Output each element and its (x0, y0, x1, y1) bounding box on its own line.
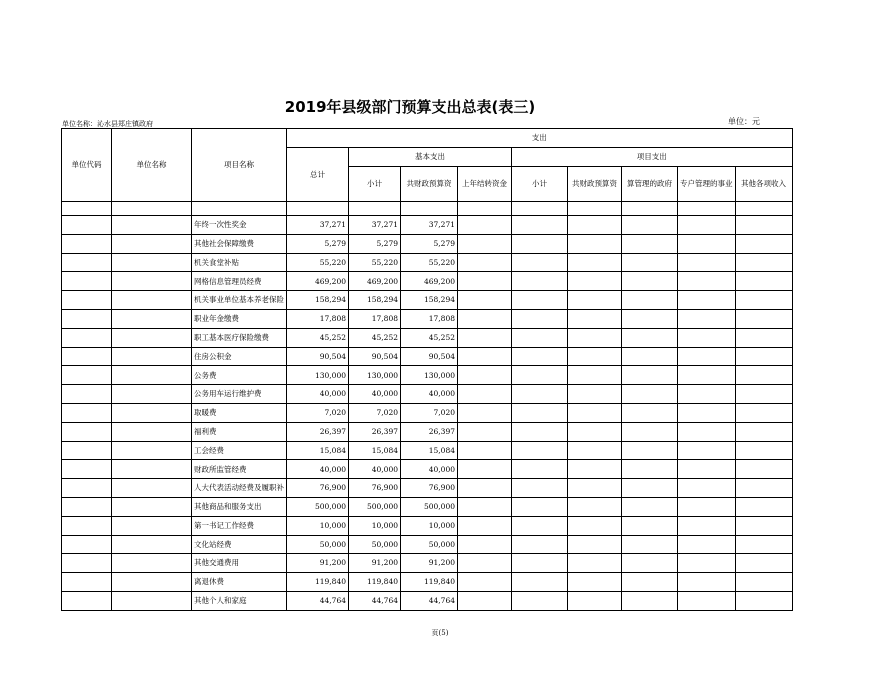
header-project: 项目支出 (512, 148, 793, 167)
unit-code-cell (62, 385, 112, 404)
project-special-cell (678, 460, 736, 479)
project-govfund-cell (622, 385, 678, 404)
project-subtotal-cell (512, 309, 568, 328)
basic-budget-cell: 17,808 (401, 309, 458, 328)
unit-code-cell (62, 291, 112, 310)
basic-subtotal-cell: 500,000 (349, 497, 401, 516)
total-cell: 17,808 (287, 309, 349, 328)
project-govfund-cell (622, 216, 678, 235)
basic-subtotal-cell: 7,020 (349, 403, 401, 422)
project-budget-cell (568, 535, 622, 554)
project-subtotal-cell (512, 479, 568, 498)
basic-budget-cell: 26,397 (401, 422, 458, 441)
unit-name-cell (112, 309, 192, 328)
basic-subtotal-cell: 37,271 (349, 216, 401, 235)
unit-name-cell (112, 272, 192, 291)
basic-budget-cell: 15,084 (401, 441, 458, 460)
unit-name-cell (112, 591, 192, 610)
item-name-cell: 财政所监管经费 (192, 460, 287, 479)
total-cell: 130,000 (287, 366, 349, 385)
project-special-cell (678, 272, 736, 291)
project-budget-cell (568, 309, 622, 328)
header-spacer-row (62, 202, 793, 216)
project-other-cell (735, 309, 792, 328)
header-basic: 基本支出 (349, 148, 512, 167)
project-other-cell (735, 385, 792, 404)
project-govfund-cell (622, 309, 678, 328)
project-other-cell (735, 554, 792, 573)
total-cell: 469,200 (287, 272, 349, 291)
project-special-cell (678, 253, 736, 272)
total-cell: 500,000 (287, 497, 349, 516)
unit-code-cell (62, 497, 112, 516)
total-cell: 50,000 (287, 535, 349, 554)
project-govfund-cell (622, 328, 678, 347)
basic-carryover-cell (458, 591, 512, 610)
table-row (62, 385, 793, 404)
project-special-cell (678, 309, 736, 328)
project-other-cell (735, 535, 792, 554)
project-special-cell (678, 366, 736, 385)
basic-budget-cell: 76,900 (401, 479, 458, 498)
table-row (62, 460, 793, 479)
project-budget-cell (568, 441, 622, 460)
basic-subtotal-cell: 17,808 (349, 309, 401, 328)
total-cell: 5,279 (287, 234, 349, 253)
unit-code-cell (62, 516, 112, 535)
basic-subtotal-cell: 55,220 (349, 253, 401, 272)
project-govfund-cell (622, 403, 678, 422)
project-special-cell (678, 385, 736, 404)
project-subtotal-cell (512, 422, 568, 441)
total-cell: 37,271 (287, 216, 349, 235)
project-govfund-cell (622, 516, 678, 535)
project-subtotal-cell (512, 366, 568, 385)
basic-subtotal-cell: 91,200 (349, 554, 401, 573)
basic-budget-cell: 40,000 (401, 385, 458, 404)
project-govfund-cell (622, 535, 678, 554)
project-govfund-cell (622, 253, 678, 272)
basic-carryover-cell (458, 441, 512, 460)
basic-carryover-cell (458, 347, 512, 366)
header-project-subtotal: 小计 (512, 167, 568, 202)
project-subtotal-cell (512, 554, 568, 573)
basic-subtotal-cell: 15,084 (349, 441, 401, 460)
header-project-budget: 共财政预算资 (568, 167, 622, 202)
item-name-cell: 职工基本医疗保险缴费 (192, 328, 287, 347)
basic-subtotal-cell: 45,252 (349, 328, 401, 347)
basic-carryover-cell (458, 291, 512, 310)
total-cell: 7,020 (287, 403, 349, 422)
project-budget-cell (568, 403, 622, 422)
total-cell: 76,900 (287, 479, 349, 498)
project-other-cell (735, 573, 792, 592)
table-row (62, 516, 793, 535)
unit-code-cell (62, 554, 112, 573)
table-row (62, 403, 793, 422)
table-row (62, 216, 793, 235)
basic-subtotal-cell: 10,000 (349, 516, 401, 535)
item-name-cell: 文化站经费 (192, 535, 287, 554)
project-other-cell (735, 272, 792, 291)
header-project-other: 其他各项收入 (735, 167, 792, 202)
unit-code-cell (62, 422, 112, 441)
item-name-cell: 其他社会保障缴费 (192, 234, 287, 253)
basic-subtotal-cell: 50,000 (349, 535, 401, 554)
basic-subtotal-cell: 44,764 (349, 591, 401, 610)
unit-code-cell (62, 591, 112, 610)
project-budget-cell (568, 272, 622, 291)
project-budget-cell (568, 554, 622, 573)
basic-subtotal-cell: 130,000 (349, 366, 401, 385)
total-cell: 15,084 (287, 441, 349, 460)
unit-name-cell (112, 366, 192, 385)
unit-name-cell (112, 291, 192, 310)
project-subtotal-cell (512, 403, 568, 422)
unit-code-cell (62, 366, 112, 385)
project-special-cell (678, 291, 736, 310)
project-govfund-cell (622, 460, 678, 479)
unit-name-cell (112, 554, 192, 573)
table-row (62, 554, 793, 573)
unit-code-cell (62, 347, 112, 366)
project-other-cell (735, 291, 792, 310)
item-name-cell: 机关事业单位基本养老保险 (192, 291, 287, 310)
unit-code-cell (62, 460, 112, 479)
table-row (62, 291, 793, 310)
total-cell: 45,252 (287, 328, 349, 347)
header-total: 总计 (287, 148, 349, 202)
header-item-name: 项目名称 (192, 129, 287, 202)
item-name-cell: 其他商品和服务支出 (192, 497, 287, 516)
unit-name-cell (112, 479, 192, 498)
project-special-cell (678, 516, 736, 535)
total-cell: 40,000 (287, 460, 349, 479)
unit-name-cell (112, 422, 192, 441)
header-basic-carryover: 上年结转资金 (458, 167, 512, 202)
basic-budget-cell: 55,220 (401, 253, 458, 272)
basic-carryover-cell (458, 516, 512, 535)
table-row (62, 253, 793, 272)
project-budget-cell (568, 591, 622, 610)
project-budget-cell (568, 479, 622, 498)
project-subtotal-cell (512, 441, 568, 460)
basic-carryover-cell (458, 554, 512, 573)
project-govfund-cell (622, 479, 678, 498)
item-name-cell: 其他个人和家庭 (192, 591, 287, 610)
project-govfund-cell (622, 291, 678, 310)
project-special-cell (678, 497, 736, 516)
basic-budget-cell: 5,279 (401, 234, 458, 253)
unit-name-cell (112, 460, 192, 479)
basic-carryover-cell (458, 272, 512, 291)
project-budget-cell (568, 573, 622, 592)
total-cell: 40,000 (287, 385, 349, 404)
project-special-cell (678, 535, 736, 554)
project-govfund-cell (622, 497, 678, 516)
header-expenditure: 支出 (287, 129, 793, 148)
item-name-cell: 工会经费 (192, 441, 287, 460)
basic-budget-cell: 90,504 (401, 347, 458, 366)
basic-subtotal-cell: 469,200 (349, 272, 401, 291)
project-special-cell (678, 234, 736, 253)
project-subtotal-cell (512, 460, 568, 479)
table-row (62, 234, 793, 253)
basic-budget-cell: 91,200 (401, 554, 458, 573)
project-other-cell (735, 497, 792, 516)
project-subtotal-cell (512, 573, 568, 592)
project-other-cell (735, 366, 792, 385)
project-budget-cell (568, 516, 622, 535)
basic-carryover-cell (458, 385, 512, 404)
project-other-cell (735, 422, 792, 441)
project-subtotal-cell (512, 591, 568, 610)
unit-name-label: 单位名称：沁水县郑庄镇政府 (62, 120, 153, 128)
basic-budget-cell: 37,271 (401, 216, 458, 235)
item-name-cell: 职业年金缴费 (192, 309, 287, 328)
item-name-cell: 福利费 (192, 422, 287, 441)
project-special-cell (678, 347, 736, 366)
header-project-govfund: 算管理的政府 (622, 167, 678, 202)
header-project-special: 专户管理的事业 (678, 167, 736, 202)
unit-code-cell (62, 479, 112, 498)
project-govfund-cell (622, 441, 678, 460)
unit-name-cell (112, 535, 192, 554)
header-basic-budget: 共财政预算资 (401, 167, 458, 202)
basic-subtotal-cell: 158,294 (349, 291, 401, 310)
project-govfund-cell (622, 272, 678, 291)
project-subtotal-cell (512, 272, 568, 291)
unit-code-cell (62, 328, 112, 347)
header-unit-code: 单位代码 (62, 129, 112, 202)
project-other-cell (735, 347, 792, 366)
project-subtotal-cell (512, 535, 568, 554)
basic-subtotal-cell: 5,279 (349, 234, 401, 253)
project-budget-cell (568, 366, 622, 385)
project-subtotal-cell (512, 385, 568, 404)
table-row (62, 347, 793, 366)
project-other-cell (735, 479, 792, 498)
unit-code-cell (62, 403, 112, 422)
project-govfund-cell (622, 347, 678, 366)
basic-budget-cell: 10,000 (401, 516, 458, 535)
item-name-cell: 住房公积金 (192, 347, 287, 366)
project-govfund-cell (622, 422, 678, 441)
table-row (62, 328, 793, 347)
project-subtotal-cell (512, 253, 568, 272)
total-cell: 119,840 (287, 573, 349, 592)
basic-budget-cell: 7,020 (401, 403, 458, 422)
unit-name-cell (112, 403, 192, 422)
item-name-cell: 公务费 (192, 366, 287, 385)
project-other-cell (735, 460, 792, 479)
basic-carryover-cell (458, 234, 512, 253)
project-special-cell (678, 328, 736, 347)
table-body (62, 216, 793, 611)
project-special-cell (678, 403, 736, 422)
project-subtotal-cell (512, 328, 568, 347)
header-basic-subtotal: 小计 (349, 167, 401, 202)
project-special-cell (678, 216, 736, 235)
basic-subtotal-cell: 26,397 (349, 422, 401, 441)
basic-carryover-cell (458, 535, 512, 554)
unit-name-cell (112, 441, 192, 460)
project-budget-cell (568, 497, 622, 516)
project-subtotal-cell (512, 516, 568, 535)
basic-subtotal-cell: 40,000 (349, 385, 401, 404)
project-other-cell (735, 441, 792, 460)
basic-budget-cell: 500,000 (401, 497, 458, 516)
project-govfund-cell (622, 591, 678, 610)
basic-budget-cell: 44,764 (401, 591, 458, 610)
project-subtotal-cell (512, 347, 568, 366)
basic-subtotal-cell: 40,000 (349, 460, 401, 479)
table-row (62, 309, 793, 328)
project-govfund-cell (622, 573, 678, 592)
project-special-cell (678, 573, 736, 592)
unit-name-cell (112, 234, 192, 253)
total-cell: 10,000 (287, 516, 349, 535)
table-row (62, 497, 793, 516)
header-unit-name: 单位名称 (112, 129, 192, 202)
basic-budget-cell: 158,294 (401, 291, 458, 310)
unit-code-cell (62, 216, 112, 235)
table-row (62, 422, 793, 441)
basic-carryover-cell (458, 460, 512, 479)
project-other-cell (735, 403, 792, 422)
basic-carryover-cell (458, 366, 512, 385)
unit-code-cell (62, 573, 112, 592)
unit-code-cell (62, 234, 112, 253)
project-other-cell (735, 591, 792, 610)
project-subtotal-cell (512, 291, 568, 310)
table-row (62, 535, 793, 554)
basic-carryover-cell (458, 497, 512, 516)
project-budget-cell (568, 291, 622, 310)
project-special-cell (678, 422, 736, 441)
basic-budget-cell: 50,000 (401, 535, 458, 554)
project-budget-cell (568, 347, 622, 366)
item-name-cell: 机关食堂补贴 (192, 253, 287, 272)
item-name-cell: 年终一次性奖金 (192, 216, 287, 235)
table-row (62, 272, 793, 291)
unit-name-cell (112, 347, 192, 366)
unit-name-cell (112, 573, 192, 592)
unit-name-cell (112, 516, 192, 535)
item-name-cell: 取暖费 (192, 403, 287, 422)
project-other-cell (735, 216, 792, 235)
basic-budget-cell: 130,000 (401, 366, 458, 385)
item-name-cell: 公务用车运行维护费 (192, 385, 287, 404)
unit-name-cell (112, 385, 192, 404)
project-budget-cell (568, 385, 622, 404)
item-name-cell: 人大代表活动经费及履职补 (192, 479, 287, 498)
project-budget-cell (568, 216, 622, 235)
budget-table (61, 128, 793, 611)
basic-budget-cell: 40,000 (401, 460, 458, 479)
basic-subtotal-cell: 90,504 (349, 347, 401, 366)
basic-carryover-cell (458, 309, 512, 328)
unit-name-cell (112, 216, 192, 235)
project-other-cell (735, 516, 792, 535)
unit-code-cell (62, 535, 112, 554)
basic-carryover-cell (458, 479, 512, 498)
unit-label: 单位：元 (728, 117, 760, 126)
basic-subtotal-cell: 119,840 (349, 573, 401, 592)
total-cell: 91,200 (287, 554, 349, 573)
item-name-cell: 网格信息管理员经费 (192, 272, 287, 291)
basic-carryover-cell (458, 573, 512, 592)
unit-name-cell (112, 497, 192, 516)
total-cell: 55,220 (287, 253, 349, 272)
project-govfund-cell (622, 366, 678, 385)
project-budget-cell (568, 328, 622, 347)
basic-carryover-cell (458, 253, 512, 272)
table-row (62, 441, 793, 460)
project-subtotal-cell (512, 497, 568, 516)
project-other-cell (735, 328, 792, 347)
unit-code-cell (62, 253, 112, 272)
unit-name-cell (112, 253, 192, 272)
page-title: 2019年县级部门预算支出总表(表三) (284, 98, 536, 116)
basic-carryover-cell (458, 328, 512, 347)
project-subtotal-cell (512, 234, 568, 253)
basic-carryover-cell (458, 422, 512, 441)
project-other-cell (735, 253, 792, 272)
unit-code-cell (62, 272, 112, 291)
table-row (62, 366, 793, 385)
unit-code-cell (62, 441, 112, 460)
unit-code-cell (62, 309, 112, 328)
unit-name-cell (112, 328, 192, 347)
basic-carryover-cell (458, 216, 512, 235)
project-special-cell (678, 554, 736, 573)
total-cell: 26,397 (287, 422, 349, 441)
project-budget-cell (568, 234, 622, 253)
project-budget-cell (568, 422, 622, 441)
item-name-cell: 第一书记工作经费 (192, 516, 287, 535)
project-special-cell (678, 441, 736, 460)
project-budget-cell (568, 460, 622, 479)
table-row (62, 573, 793, 592)
basic-subtotal-cell: 76,900 (349, 479, 401, 498)
page-footer: 页(5) (431, 629, 449, 637)
total-cell: 44,764 (287, 591, 349, 610)
project-special-cell (678, 591, 736, 610)
total-cell: 90,504 (287, 347, 349, 366)
project-budget-cell (568, 253, 622, 272)
basic-budget-cell: 469,200 (401, 272, 458, 291)
total-cell: 158,294 (287, 291, 349, 310)
basic-budget-cell: 119,840 (401, 573, 458, 592)
table-row (62, 591, 793, 610)
project-subtotal-cell (512, 216, 568, 235)
item-name-cell: 其他交通费用 (192, 554, 287, 573)
basic-budget-cell: 45,252 (401, 328, 458, 347)
project-other-cell (735, 234, 792, 253)
project-govfund-cell (622, 234, 678, 253)
table-row (62, 479, 793, 498)
project-special-cell (678, 479, 736, 498)
basic-carryover-cell (458, 403, 512, 422)
item-name-cell: 离退休费 (192, 573, 287, 592)
project-govfund-cell (622, 554, 678, 573)
